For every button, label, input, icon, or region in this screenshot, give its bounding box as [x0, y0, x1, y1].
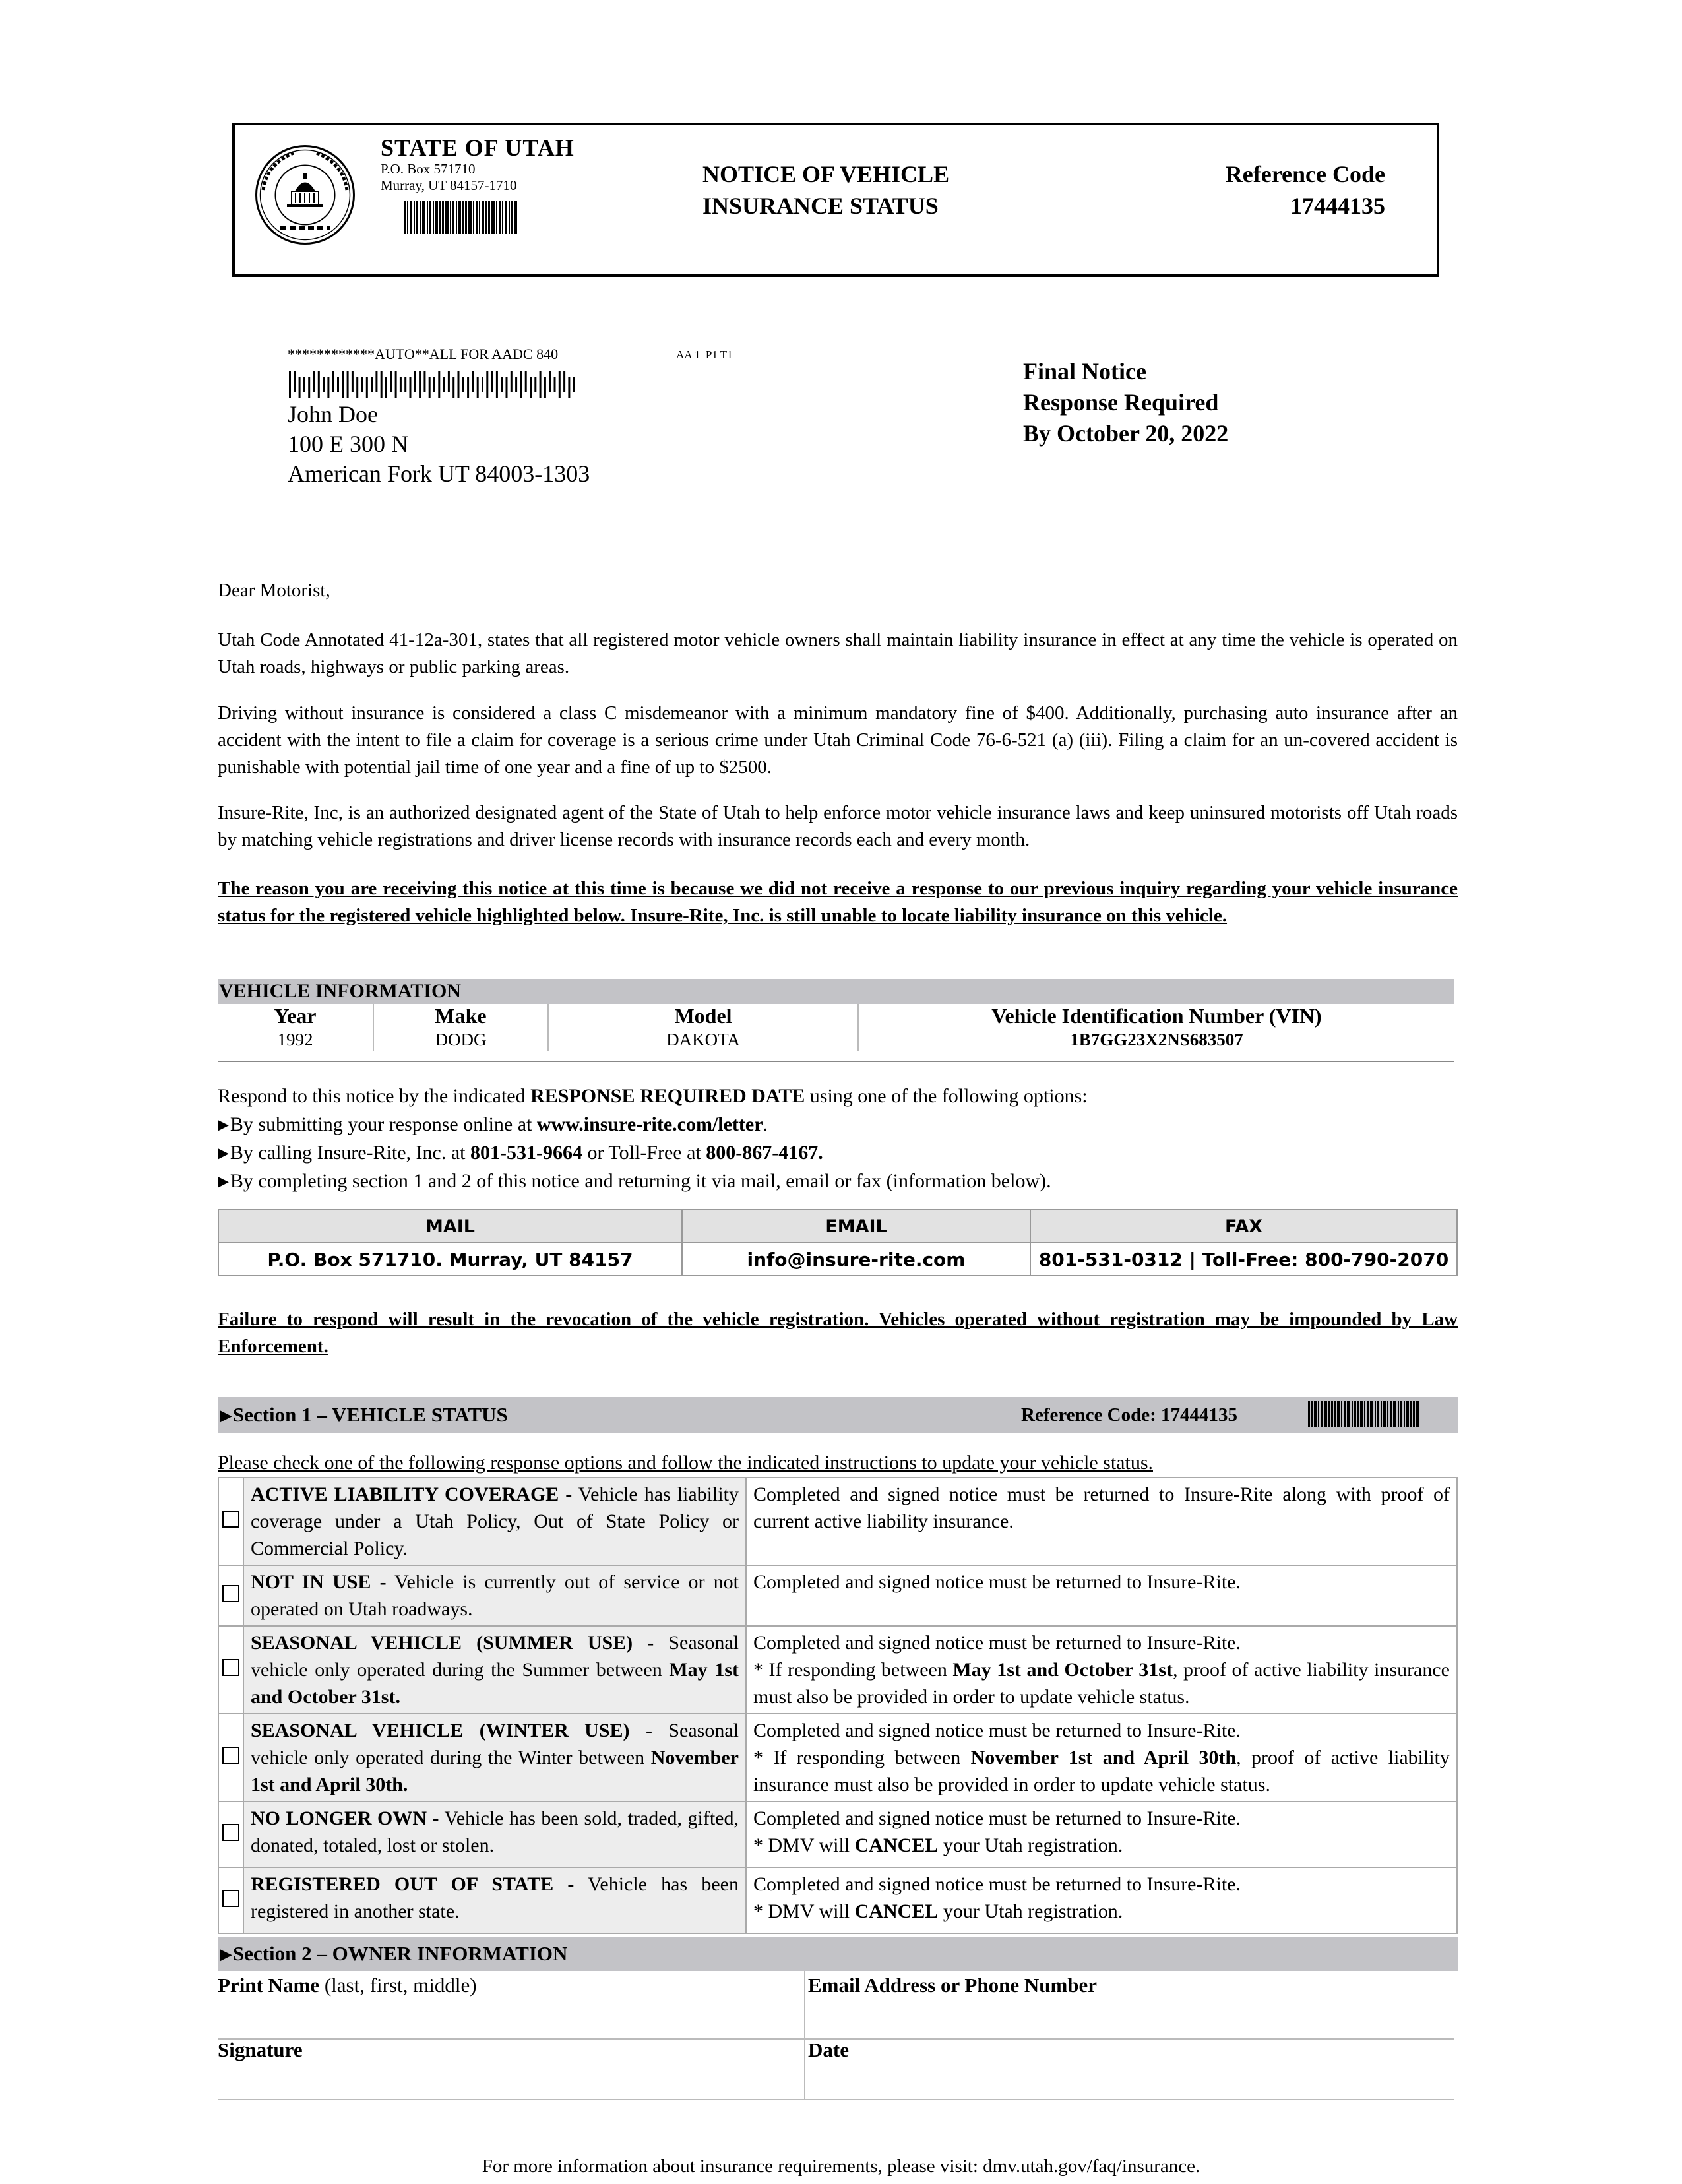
- vehicle-header-row: [218, 1004, 1454, 1028]
- arrow-right-icon: ▶: [218, 1144, 229, 1161]
- instruction-text: Completed and signed notice must be returned to Insure-Rite.: [753, 1873, 1241, 1895]
- state-name: STATE OF UTAH: [381, 135, 575, 161]
- instruction-note: * If responding between: [753, 1747, 971, 1768]
- instruction-dates: November 1st and April 30th: [970, 1747, 1237, 1768]
- section1-title: Section 1 – VEHICLE STATUS: [232, 1403, 508, 1426]
- notice-title: [702, 158, 980, 222]
- out-of-state-checkbox[interactable]: [218, 1867, 243, 1933]
- contact-header-row: [218, 1210, 1457, 1243]
- instruction-note-tail: , proof of active liability insurance must also be provided in order to update vehicle status.: [753, 1659, 1450, 1708]
- salutation: Dear Motorist,: [218, 580, 330, 601]
- no-longer-own-option: [243, 1801, 746, 1867]
- option-mail-text: By completing section 1 and 2 of this notice and returning it via mail, email or fax (information below).: [230, 1170, 1051, 1192]
- vehicle-table-divider: [218, 1061, 1454, 1062]
- recipient-address: [288, 400, 590, 489]
- section1-bar: [218, 1397, 1458, 1433]
- paragraph-1: Utah Code Annotated 41-12a-301, states that all registered motor vehicle owners shall maintain liability insurance in effect at any time the vehicle is operated on Utah roads, highways or public parking areas.: [218, 629, 1458, 677]
- recipient-name: John Doe: [288, 401, 378, 427]
- contact-value-row: [218, 1243, 1457, 1276]
- instruction-note: * DMV will: [753, 1900, 855, 1922]
- print-name-bold: Print Name: [218, 1974, 320, 1997]
- active-coverage-option: [243, 1478, 746, 1565]
- vehicle-info-heading: VEHICLE INFORMATION: [218, 979, 1454, 1004]
- instruction-dates: May 1st and October 31st: [952, 1659, 1173, 1681]
- paragraph-3: Insure-Rite, Inc, is an authorized designated agent of the State of Utah to help enforce motor vehicle insurance laws and keep uninsured motorists off Utah roads by matching vehicle registrations and driver license records with insurance records each and every month.: [218, 802, 1458, 850]
- instruction-text: Completed and signed notice must be returned to Insure-Rite.: [753, 1632, 1241, 1654]
- option-label: NOT IN USE -: [251, 1571, 387, 1593]
- option-text: Vehicle is currently out of service or not operated on Utah roadways.: [251, 1571, 739, 1620]
- arrow-right-icon: ▶: [220, 1946, 232, 1962]
- vehicle-make: DODG: [373, 1028, 548, 1051]
- option-online-text: By submitting your response online at: [230, 1113, 537, 1135]
- notice-title-line2: INSURANCE STATUS: [702, 193, 939, 219]
- signature-field[interactable]: [218, 2065, 798, 2098]
- instruction-text: Completed and signed notice must be returned to Insure-Rite.: [753, 1720, 1241, 1741]
- vehicle-info-table: [218, 1004, 1454, 1051]
- instruction-note-tail: , proof of active liability insurance must also be provided in order to update vehicle status.: [753, 1747, 1450, 1795]
- intelligent-mail-barcode-icon: [288, 371, 582, 398]
- active-coverage-checkbox[interactable]: [218, 1478, 243, 1565]
- option-label: NO LONGER OWN -: [251, 1807, 439, 1829]
- contact-col-mail: MAIL: [218, 1210, 682, 1243]
- vehicle-col-model: Model: [548, 1004, 858, 1028]
- section2-bar: [218, 1937, 1458, 1971]
- header-barcode-icon: [404, 201, 517, 234]
- instruction-note-tail: your Utah registration.: [938, 1834, 1123, 1856]
- option-dates: November 1st and April 30th.: [251, 1747, 739, 1795]
- paragraph-2: Driving without insurance is considered a class C misdemeanor with a minimum mandatory fine of $400. Additionally, purchasing auto insurance after an accident with the intent to file a claim for coverage is a serious crime under Utah Criminal Code 76-6-521 (a) (iii). Filing a claim for an un-covered accident is punishable with potential jail time of one year and a fine of up to $2500.: [218, 702, 1458, 778]
- final-notice-line1: Final Notice: [1023, 358, 1146, 385]
- mail-endorsement: ************AUTO**ALL FOR AADC 840: [288, 346, 559, 362]
- vehicle-data-row: [218, 1028, 1454, 1051]
- arrow-right-icon: ▶: [220, 1407, 232, 1423]
- respond-intro-tail: using one of the following options:: [805, 1085, 1088, 1107]
- no-longer-own-checkbox[interactable]: [218, 1801, 243, 1867]
- owner-bottom-divider: [218, 2099, 1454, 2100]
- winter-use-option: [243, 1714, 746, 1801]
- status-row-not-in-use: [218, 1565, 1457, 1626]
- state-address: [381, 161, 516, 194]
- recipient-street: 100 E 300 N: [288, 431, 408, 457]
- reference-code: 17444135: [1290, 193, 1385, 219]
- option-online-url[interactable]: www.insure-rite.com/letter: [536, 1113, 763, 1135]
- instruction-note: * If responding between: [753, 1659, 953, 1681]
- respond-intro-text: Respond to this notice by the indicated: [218, 1085, 531, 1107]
- option-dates: May 1st and October 31st.: [251, 1659, 739, 1708]
- contact-col-email: EMAIL: [682, 1210, 1030, 1243]
- state-seal-icon: [254, 144, 356, 246]
- final-notice-block: [1023, 356, 1228, 449]
- notice-title-line1: NOTICE OF VEHICLE: [702, 161, 950, 187]
- not-in-use-instructions: [746, 1565, 1457, 1626]
- status-row-summer: [218, 1626, 1457, 1714]
- vehicle-year: 1992: [218, 1028, 373, 1051]
- section1-reference: Reference Code: 17444135: [1021, 1404, 1238, 1425]
- option-text: Seasonal vehicle only operated during the Winter between: [251, 1720, 739, 1768]
- option-label: SEASONAL VEHICLE (SUMMER USE) -: [251, 1632, 654, 1654]
- failure-warning: Failure to respond will result in the revocation of the vehicle registration. Vehicles operated without registration may be impounded by Law Enforcement.: [218, 1309, 1458, 1357]
- option-phone-number: 801-531-9664: [470, 1142, 582, 1164]
- instruction-text: Completed and signed notice must be returned to Insure-Rite.: [753, 1571, 1241, 1593]
- respond-option-online: [218, 1110, 768, 1139]
- option-text: Vehicle has liability coverage under a Utah Policy, Out of State Policy or Commercial Policy.: [251, 1483, 739, 1559]
- instruction-text: Completed and signed notice must be returned to Insure-Rite along with proof of current active liability insurance.: [753, 1483, 1450, 1532]
- respond-intro: [218, 1082, 1088, 1110]
- arrow-right-icon: ▶: [218, 1173, 229, 1189]
- vehicle-vin: 1B7GG23X2NS683507: [1070, 1030, 1243, 1049]
- vehicle-model: DAKOTA: [548, 1028, 858, 1051]
- final-notice-line3: By October 20, 2022: [1023, 420, 1229, 447]
- option-text: Vehicle has been sold, traded, gifted, donated, totaled, lost or stolen.: [251, 1807, 739, 1856]
- contact-col-fax: FAX: [1030, 1210, 1457, 1243]
- instruction-cancel: CANCEL: [854, 1834, 939, 1856]
- out-of-state-instructions: [746, 1867, 1457, 1933]
- winter-use-checkbox[interactable]: [218, 1714, 243, 1801]
- status-row-winter: [218, 1714, 1457, 1801]
- contact-table: [218, 1209, 1458, 1276]
- not-in-use-option: [243, 1565, 746, 1626]
- instruction-text: Completed and signed notice must be returned to Insure-Rite.: [753, 1807, 1241, 1829]
- option-label: ACTIVE LIABILITY COVERAGE -: [251, 1483, 573, 1505]
- email-phone-label: Email Address or Phone Number: [808, 1974, 1098, 1997]
- section-barcode-icon: [1308, 1401, 1420, 1427]
- option-online-tail: .: [763, 1113, 768, 1135]
- contact-fax: 801-531-0312 | Toll-Free: 800-790-2070: [1030, 1243, 1457, 1276]
- contact-mail: P.O. Box 571710. Murray, UT 84157: [218, 1243, 682, 1276]
- no-longer-own-instructions: [746, 1801, 1457, 1867]
- paragraph-4: The reason you are receiving this notice at this time is because we did not receive a response to our previous inquiry regarding your vehicle insurance status for the registered vehicle highlighted below. Insure-Rite, Inc. is still unable to locate liability insurance on this vehicle.: [218, 878, 1458, 926]
- out-of-state-option: [243, 1867, 746, 1933]
- instruction-note-tail: your Utah registration.: [938, 1900, 1123, 1922]
- print-name-hint: (last, first, middle): [319, 1974, 477, 1997]
- instruction-cancel: CANCEL: [854, 1900, 939, 1922]
- vehicle-col-year: Year: [218, 1004, 373, 1028]
- status-row-out-of-state: [218, 1867, 1457, 1933]
- contact-email[interactable]: info@insure-rite.com: [682, 1243, 1030, 1276]
- option-label: REGISTERED OUT OF STATE -: [251, 1873, 575, 1895]
- respond-intro-bold: RESPONSE REQUIRED DATE: [530, 1085, 805, 1107]
- summer-use-checkbox[interactable]: [218, 1626, 243, 1714]
- respond-option-mail: [218, 1167, 1051, 1195]
- reference-label: Reference Code: [1225, 161, 1385, 187]
- print-name-field[interactable]: [218, 2001, 798, 2037]
- date-field[interactable]: [808, 2065, 1454, 2098]
- option-phone-mid: or Toll-Free at: [582, 1142, 706, 1164]
- instruction-note: * DMV will: [753, 1834, 855, 1856]
- option-phone-text: By calling Insure-Rite, Inc. at: [230, 1142, 470, 1164]
- footer-info: For more information about insurance requirements, please visit: dmv.utah.gov/faq/insurance.: [482, 2156, 1200, 2177]
- state-address-line1: P.O. Box 571710: [381, 161, 476, 177]
- email-phone-field[interactable]: [808, 2001, 1454, 2037]
- final-notice-line2: Response Required: [1023, 389, 1219, 416]
- status-row-active: [218, 1478, 1457, 1565]
- section1-instructions: Please check one of the following response options and follow the indicated instructions to update your vehicle status.: [218, 1452, 1153, 1474]
- active-coverage-instructions: [746, 1478, 1457, 1565]
- winter-use-instructions: [746, 1714, 1457, 1801]
- print-name-label: [218, 1972, 477, 1999]
- summer-use-instructions: [746, 1626, 1457, 1714]
- summer-use-option: [243, 1626, 746, 1714]
- signature-label: Signature: [218, 2038, 303, 2061]
- not-in-use-checkbox[interactable]: [218, 1565, 243, 1626]
- vehicle-status-table: [218, 1477, 1458, 1934]
- status-row-no-longer-own: [218, 1801, 1457, 1867]
- option-tollfree-number: 800-867-4167.: [706, 1142, 823, 1164]
- option-text: Vehicle has been registered in another state.: [251, 1873, 739, 1922]
- reference-block: [1121, 158, 1385, 222]
- date-label: Date: [808, 2038, 849, 2061]
- state-address-line2: Murray, UT 84157-1710: [381, 177, 517, 193]
- vehicle-col-vin: Vehicle Identification Number (VIN): [991, 1004, 1322, 1028]
- option-text: Seasonal vehicle only operated during the Summer between: [251, 1632, 739, 1681]
- option-label: SEASONAL VEHICLE (WINTER USE) -: [251, 1720, 652, 1741]
- respond-option-phone: [218, 1139, 823, 1167]
- presort-code: AA 1_P1 T1: [676, 348, 733, 361]
- vehicle-col-make: Make: [373, 1004, 548, 1028]
- recipient-city: American Fork UT 84003-1303: [288, 460, 590, 487]
- owner-column-divider: [804, 1971, 805, 2099]
- arrow-right-icon: ▶: [218, 1116, 229, 1133]
- section2-title: Section 2 – OWNER INFORMATION: [232, 1942, 568, 1965]
